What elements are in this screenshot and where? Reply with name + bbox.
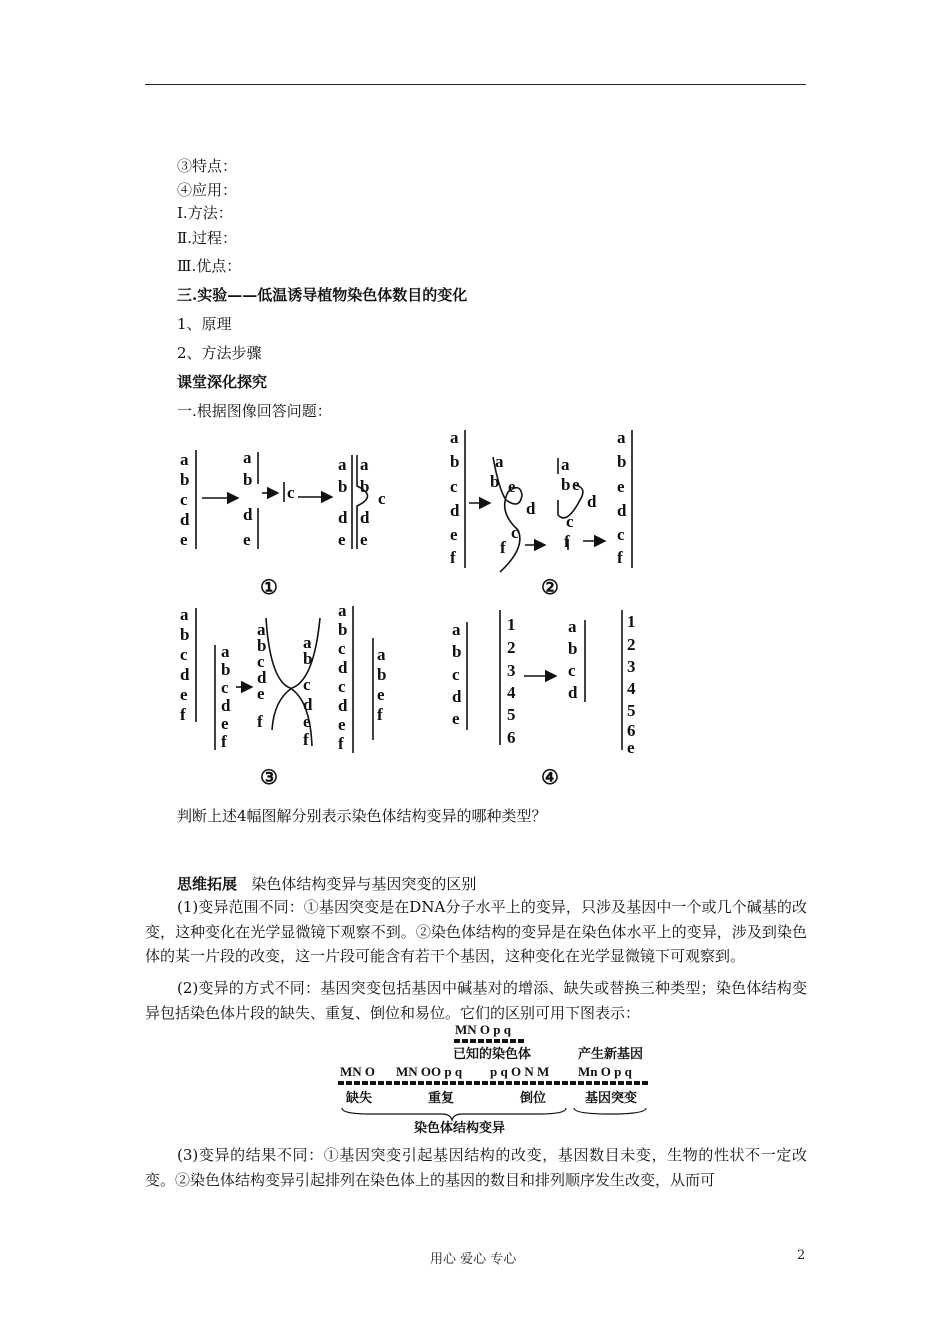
svg-text:d: d [452,687,462,706]
svg-text:a: a [338,601,347,620]
diagram-3-inversion [180,601,386,789]
svg-text:a: a [221,642,230,661]
svg-text:5: 5 [507,705,516,724]
svg-text:e: e [338,530,346,549]
outline-process: Ⅱ.过程： [177,229,237,247]
svg-text:b: b [180,470,190,489]
footer-motto: 用心 爱心 专心 [430,1252,517,1267]
svg-text:c: c [617,525,625,544]
svg-text:e: e [221,714,229,733]
svg-text:c: c [568,661,576,680]
section-3-heading: 三.实验——低温诱导植物染色体数目的变化 [177,286,468,304]
svg-text:a: a [377,645,386,664]
mutation-label: 基因突变 [585,1090,638,1105]
svg-text:a: a [495,452,504,471]
svg-text:d: d [526,499,536,518]
svg-text:1: 1 [627,612,636,631]
svg-text:4: 4 [507,683,516,702]
svg-text:a: a [360,455,369,474]
svg-text:e: e [627,738,635,757]
svg-text:e: e [617,477,625,496]
svg-text:e: e [338,715,346,734]
diagram-2-duplication [450,428,632,599]
svg-text:6: 6 [507,728,516,747]
svg-text:d: d [338,508,348,527]
svg-text:1: 1 [507,615,516,634]
svg-text:f: f [617,548,623,567]
question-1-heading: 一.根据图像回答问题： [177,402,332,420]
svg-text:c: c [452,665,460,684]
outline-method: Ⅰ.方法： [177,204,233,222]
outline-feature: ③特点： [177,157,238,175]
svg-text:d: d [338,696,348,715]
svg-text:e: e [243,530,251,549]
svg-text:e: e [377,685,385,704]
svg-text:6: 6 [627,721,636,740]
svg-text:b: b [338,477,348,496]
svg-text:d: d [587,492,597,511]
svg-text:b: b [377,665,387,684]
svg-text:b: b [452,642,462,661]
svg-text:3: 3 [627,657,636,676]
svg-text:d: d [243,505,253,524]
svg-text:f: f [303,730,309,749]
outline-application: ④应用： [177,181,238,199]
svg-text:a: a [338,455,347,474]
svg-text:a: a [257,620,266,639]
duplication-genes: MN OO p q [396,1064,463,1079]
svg-text:f: f [564,532,570,551]
svg-text:d: d [180,510,190,529]
svg-text:f: f [338,734,344,753]
page-number: 2 [797,1248,806,1263]
extension-subtitle: 染色体结构变异与基因突变的区别 [251,875,477,893]
svg-text:c: c [378,489,386,508]
svg-text:c: c [180,490,188,509]
svg-text:a: a [568,617,577,636]
known-label: 已知的染色体 [453,1046,532,1061]
svg-text:e: e [452,709,460,728]
duplication-label: 重复 [428,1090,455,1105]
deletion-label: 缺失 [346,1090,373,1105]
mutation-genes: Mn O p q [578,1064,632,1079]
svg-text:b: b [450,452,460,471]
svg-text:f: f [377,705,383,724]
svg-text:a: a [180,605,189,624]
variation-comparison-diagram [330,1020,660,1135]
svg-text:f: f [180,705,186,724]
svg-text:c: c [511,523,519,542]
svg-text:a: a [243,448,252,467]
svg-text:f: f [500,538,506,557]
svg-text:d: d [180,665,190,684]
svg-text:d: d [360,508,370,527]
label-2: ② [541,577,559,599]
svg-text:b: b [243,470,253,489]
svg-text:b: b [617,452,627,471]
svg-text:c: c [303,675,311,694]
svg-text:2: 2 [627,635,636,654]
diagram-4-translocation [452,610,636,789]
svg-text:a: a [180,450,189,469]
svg-text:a: a [617,428,626,447]
question-text: 判断上述4幅图解分别表示染色体结构变异的哪种类型？ [177,807,547,825]
svg-text:d: d [568,683,578,702]
svg-text:b: b [180,625,190,644]
svg-text:a: a [303,633,312,652]
paragraph-2: (2)变异的方式不同：基因突变包括基因中碱基对的增添、缺失或替换三种类型；染色体结构变异包括染色体片段的缺失、重复、倒位和易位。它们的区别可用下图表示： [145,979,807,1022]
svg-text:d: d [303,695,313,714]
svg-text:d: d [450,501,460,520]
outline-advantage: Ⅲ.优点： [177,257,242,275]
inversion-genes: p q O N M [490,1064,550,1079]
item-principle: 1、原理 [177,315,232,333]
svg-text:b: b [568,639,578,658]
svg-text:c: c [338,639,346,658]
svg-text:2: 2 [507,638,516,657]
extension-heading [177,874,476,894]
svg-text:c: c [180,645,188,664]
svg-text:b: b [360,477,370,496]
svg-text:a: a [450,428,459,447]
svg-text:e: e [572,475,580,494]
label-4: ④ [541,767,559,789]
new-gene-label: 产生新基因 [578,1046,644,1061]
svg-text:a: a [452,620,461,639]
svg-text:c: c [338,677,346,696]
label-3: ③ [260,767,278,789]
inversion-label: 倒位 [520,1090,547,1105]
svg-text:b: b [490,472,500,491]
svg-text:e: e [450,525,458,544]
svg-text:e: e [180,685,188,704]
svg-text:f: f [257,712,263,731]
svg-text:c: c [257,652,265,671]
item-steps: 2、方法步骤 [177,344,262,362]
svg-text:b: b [221,660,231,679]
svg-text:d: d [617,501,627,520]
svg-text:d: d [221,696,231,715]
svg-text:c: c [287,483,295,502]
svg-text:e: e [303,712,311,731]
svg-text:f: f [221,732,227,751]
svg-text:e: e [257,684,265,703]
paragraph-1: (1)变异范围不同：①基因突变是在DNA分子水平上的变异，只涉及基因中一个或几个碱基的改变，这种变化在光学显微镜下观察不到。②染色体结构的变异是在染色体水平上的变异，涉及到染色体的某一片段的改变，这一片段可能含有若干个基因，这种变化在光学显微镜下可观察到。 [145,898,807,965]
extension-title: 思维拓展 [177,875,238,893]
svg-text:b: b [257,636,267,655]
svg-text:b: b [303,649,313,668]
paragraph-3: (3)变异的结果不同：①基因突变引起基因结构的改变，基因数目未变，生物的性状不一定改变。②染色体结构变异引起排列在染色体上的基因的数目和排列顺序发生改变，从而可 [145,1146,807,1189]
svg-text:c: c [450,477,458,496]
svg-text:c: c [566,512,574,531]
inquiry-heading: 课堂深化探究 [177,373,268,391]
svg-text:e: e [360,530,368,549]
svg-text:a: a [561,455,570,474]
svg-text:e: e [180,530,188,549]
svg-text:b: b [561,475,571,494]
svg-text:b: b [338,620,348,639]
svg-text:5: 5 [627,701,636,720]
svg-text:c: c [221,678,229,697]
label-1: ① [260,577,278,599]
svg-text:e: e [508,477,516,496]
deletion-genes: MN O [340,1064,376,1079]
svg-text:3: 3 [507,661,516,680]
svg-text:f: f [450,548,456,567]
known-genes: MN O p q [455,1022,511,1037]
structural-label: 染色体结构变异 [414,1120,506,1135]
svg-text:4: 4 [627,679,636,698]
svg-text:d: d [338,658,348,677]
diagram-1-deletion [180,448,386,599]
svg-text:d: d [257,668,267,687]
